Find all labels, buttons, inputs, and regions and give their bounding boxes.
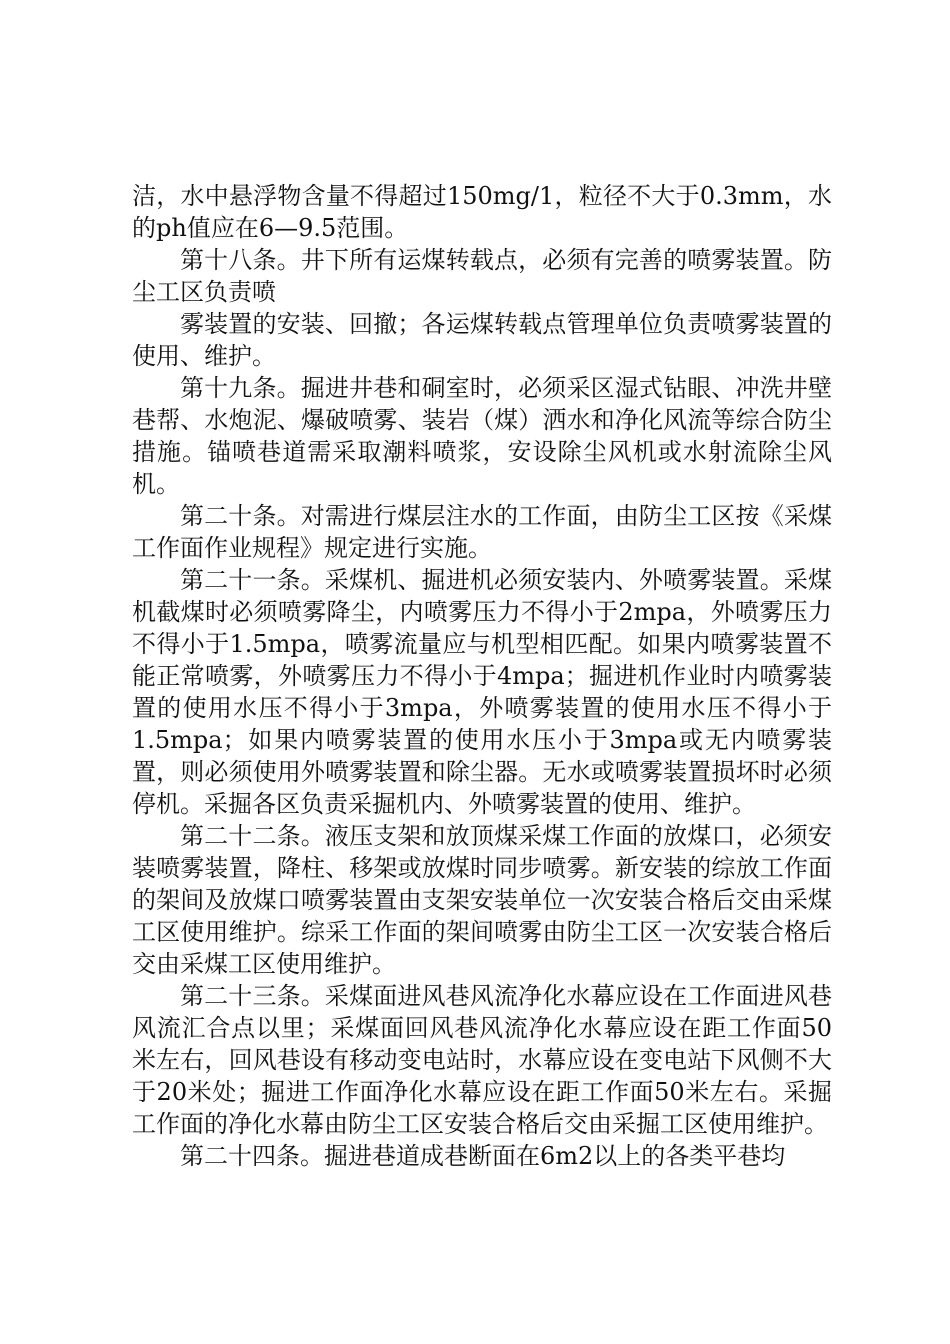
- paragraph-continuation: 洁，水中悬浮物含量不得超过150mg/1，粒径不大于0.3mm，水的ph值应在6—9.5范围。: [132, 182, 832, 242]
- paragraph-article-18-continued: 雾装置的安装、回撤；各运煤转载点管理单位负责喷雾装置的使用、维护。: [132, 310, 832, 370]
- paragraph-article-19: 第十九条。掘进井巷和硐室时，必须采区湿式钻眼、冲洗井壁巷帮、水炮泥、爆破喷雾、装岩（煤）洒水和净化风流等综合防尘措施。锚喷巷道需采取潮料喷浆，安设除尘风机或水射流除尘风机。: [132, 374, 832, 498]
- paragraph-article-22: 第二十二条。液压支架和放顶煤采煤工作面的放煤口，必须安装喷雾装置，降柱、移架或放煤时同步喷雾。新安装的综放工作面的架间及放煤口喷雾装置由支架安装单位一次安装合格后交由采煤工区使用维护。综采工作面的架间喷雾由防尘工区一次安装合格后交由采煤工区使用维护。: [132, 822, 832, 978]
- paragraph-article-24: 第二十四条。掘进巷道成巷断面在6m2以上的各类平巷均: [180, 1142, 786, 1170]
- paragraph-article-20: 第二十条。对需进行煤层注水的工作面，由防尘工区按《采煤工作面作业规程》规定进行实施。: [132, 502, 832, 562]
- document-body: [132, 180, 832, 1172]
- paragraph-article-23: 第二十三条。采煤面进风巷风流净化水幕应设在工作面进风巷风流汇合点以里；采煤面回风巷风流净化水幕应设在距工作面50米左右，回风巷设有移动变电站时，水幕应设在变电站下风侧不大于20米处；掘进工作面净化水幕应设在距工作面50米左右。采掘工作面的净化水幕由防尘工区安装合格后交由采掘工区使用维护。: [132, 982, 832, 1138]
- paragraph-article-21: 第二十一条。采煤机、掘进机必须安装内、外喷雾装置。采煤机截煤时必须喷雾降尘，内喷雾压力不得小于2mpa，外喷雾压力不得小于1.5mpa，喷雾流量应与机型相匹配。如果内喷雾装置不能正常喷雾，外喷雾压力不得小于4mpa；掘进机作业时内喷雾装置的使用水压不得小于3mpa，外喷雾装置的使用水压不得小于1.5mpa；如果内喷雾装置的使用水压小于3mpa或无内喷雾装置，则必须使用外喷雾装置和除尘器。无水或喷雾装置损坏时必须停机。采掘各区负责采掘机内、外喷雾装置的使用、维护。: [132, 566, 832, 818]
- paragraph-article-18: 第十八条。井下所有运煤转载点，必须有完善的喷雾装置。防尘工区负责喷: [132, 246, 832, 306]
